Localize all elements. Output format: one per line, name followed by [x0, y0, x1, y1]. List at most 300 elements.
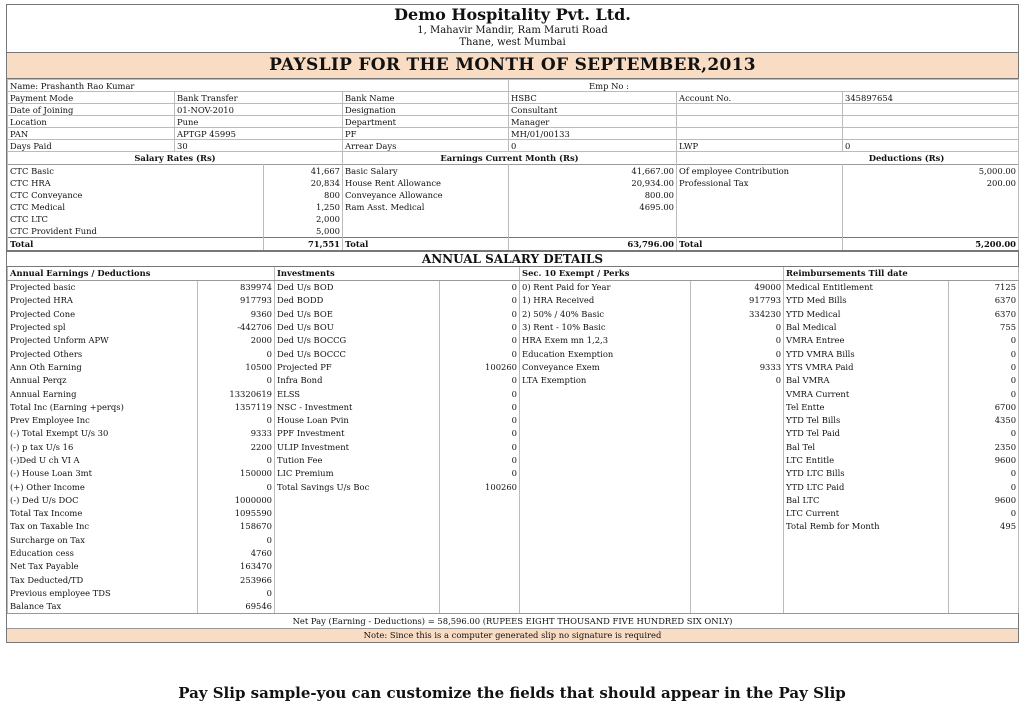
- salary-rows: [8, 165, 1019, 238]
- salary-label: Of employee Contribution: [677, 165, 843, 178]
- annual-rows: [8, 281, 1019, 614]
- annual-label: [784, 587, 949, 600]
- annual-value: 158670: [198, 520, 275, 533]
- employee-field-label: Account No.: [677, 92, 843, 104]
- employee-field-label: Date of Joining: [8, 104, 175, 116]
- salary-label: [677, 225, 843, 238]
- annual-value: [949, 560, 1019, 573]
- employee-field-value: APTGP 45995: [175, 128, 343, 140]
- salary-label: CTC Medical: [8, 201, 264, 213]
- annual-label: [784, 574, 949, 587]
- annual-row: [8, 308, 1019, 321]
- annual-label: Ded U/s BOU: [275, 321, 440, 334]
- annual-label: [520, 574, 691, 587]
- employee-details-table: [7, 79, 1019, 152]
- annual-value: 0: [440, 334, 520, 347]
- annual-label: 2) 50% / 40% Basic: [520, 308, 691, 321]
- employee-field-value: 01-NOV-2010: [175, 104, 343, 116]
- annual-row: [8, 347, 1019, 360]
- annual-value: 334230: [691, 308, 784, 321]
- annual-value: [949, 600, 1019, 613]
- employee-field-label: Days Paid: [8, 140, 175, 152]
- earnings-total-value: 63,796.00: [509, 238, 677, 251]
- annual-value: 0: [949, 374, 1019, 387]
- annual-label: [275, 560, 440, 573]
- annual-label: Education cess: [8, 547, 198, 560]
- annual-value: 0: [691, 334, 784, 347]
- annual-value: [440, 547, 520, 560]
- annual-value: [691, 507, 784, 520]
- salary-label: CTC HRA: [8, 177, 264, 189]
- annual-value: [691, 600, 784, 613]
- annual-value: [691, 414, 784, 427]
- annual-value: 7125: [949, 281, 1019, 295]
- annual-label: Projected spl: [8, 321, 198, 334]
- annual-label: Projected PF: [275, 361, 440, 374]
- annual-label: Prev Employee Inc: [8, 414, 198, 427]
- annual-value: [691, 560, 784, 573]
- annual-label: Total Remb for Month: [784, 520, 949, 533]
- annual-row: [8, 467, 1019, 480]
- salary-label: Ram Asst. Medical: [343, 201, 509, 213]
- annual-value: 69546: [198, 600, 275, 613]
- annual-row: [8, 361, 1019, 374]
- annual-value: 0: [440, 441, 520, 454]
- employee-field-label: LWP: [677, 140, 843, 152]
- annual-row: [8, 520, 1019, 533]
- employee-field-value: [843, 104, 1019, 116]
- annual-value: 9360: [198, 308, 275, 321]
- annual-row: [8, 414, 1019, 427]
- annual-label: [520, 414, 691, 427]
- reimbursements-header: Reimbursements Till date: [784, 267, 1019, 281]
- annual-value: [949, 547, 1019, 560]
- annual-label: Bal VMRA: [784, 374, 949, 387]
- annual-label: [784, 547, 949, 560]
- annual-row: [8, 507, 1019, 520]
- annual-value: 0: [198, 347, 275, 360]
- annual-earnings-header: Annual Earnings / Deductions: [8, 267, 275, 281]
- employee-field-label: PAN: [8, 128, 175, 140]
- annual-label: Projected Others: [8, 347, 198, 360]
- annual-value: 0: [949, 507, 1019, 520]
- company-name: Demo Hospitality Pvt. Ltd.: [394, 5, 631, 24]
- annual-label: Total Savings U/s Boc: [275, 480, 440, 493]
- computer-generated-note: Note: Since this is a computer generated slip no signature is required: [7, 628, 1018, 642]
- annual-label: Bal LTC: [784, 494, 949, 507]
- annual-label: Annual Perqz: [8, 374, 198, 387]
- annual-label: Ded U/s BOE: [275, 308, 440, 321]
- annual-value: 917793: [198, 294, 275, 307]
- annual-value: -442706: [198, 321, 275, 334]
- annual-label: YTD Tel Paid: [784, 427, 949, 440]
- deductions-total-value: 5,200.00: [843, 238, 1019, 251]
- annual-value: [440, 587, 520, 600]
- annual-row: [8, 560, 1019, 573]
- salary-rates-total-label: Total: [8, 238, 264, 251]
- salary-label: [343, 213, 509, 225]
- annual-value: [691, 427, 784, 440]
- annual-row: [8, 454, 1019, 467]
- annual-value: 0: [949, 427, 1019, 440]
- annual-value: [691, 547, 784, 560]
- annual-label: Annual Earning: [8, 387, 198, 400]
- annual-label: YTD Medical: [784, 308, 949, 321]
- salary-row: [8, 165, 1019, 178]
- annual-row: [8, 387, 1019, 400]
- annual-label: ELSS: [275, 387, 440, 400]
- annual-label: (-) Ded U/s DOC: [8, 494, 198, 507]
- employee-field-label: PF: [343, 128, 509, 140]
- employee-info-row: [8, 128, 1019, 140]
- salary-label: CTC Basic: [8, 165, 264, 178]
- salary-value: [843, 201, 1019, 213]
- annual-label: Bal Medical: [784, 321, 949, 334]
- salary-label: Basic Salary: [343, 165, 509, 178]
- employee-field-value: 0: [509, 140, 677, 152]
- annual-value: 0: [440, 374, 520, 387]
- annual-value: 2200: [198, 441, 275, 454]
- annual-label: Conveyance Exem: [520, 361, 691, 374]
- salary-value: 41,667.00: [509, 165, 677, 178]
- annual-label: Ded BODD: [275, 294, 440, 307]
- salary-summary-table: [7, 152, 1019, 251]
- annual-row: [8, 494, 1019, 507]
- annual-value: 0: [949, 361, 1019, 374]
- annual-value: [440, 574, 520, 587]
- employee-field-value: [843, 116, 1019, 128]
- employee-field-value: 345897654: [843, 92, 1019, 104]
- employee-info-rows: [8, 92, 1019, 152]
- annual-row: [8, 374, 1019, 387]
- annual-value: 9600: [949, 454, 1019, 467]
- annual-label: Total Inc (Earning +perqs): [8, 401, 198, 414]
- salary-label: [677, 189, 843, 201]
- employee-field-value: MH/01/00133: [509, 128, 677, 140]
- annual-label: [275, 547, 440, 560]
- annual-value: [691, 494, 784, 507]
- annual-value: 1095590: [198, 507, 275, 520]
- annual-value: [691, 387, 784, 400]
- salary-row: [8, 189, 1019, 201]
- annual-label: YTS VMRA Paid: [784, 361, 949, 374]
- annual-value: [440, 534, 520, 547]
- annual-row: [8, 401, 1019, 414]
- annual-label: [520, 507, 691, 520]
- annual-label: [275, 600, 440, 613]
- annual-value: 9333: [691, 361, 784, 374]
- annual-label: [784, 534, 949, 547]
- annual-label: Tution Fee: [275, 454, 440, 467]
- salary-value: 20,834: [264, 177, 343, 189]
- annual-value: 917793: [691, 294, 784, 307]
- salary-value: 20,934.00: [509, 177, 677, 189]
- annual-label: ULIP Investment: [275, 441, 440, 454]
- annual-label: Projected basic: [8, 281, 198, 295]
- salary-row: [8, 201, 1019, 213]
- annual-label: [520, 467, 691, 480]
- annual-value: 9333: [198, 427, 275, 440]
- annual-value: 0: [198, 374, 275, 387]
- annual-value: [691, 587, 784, 600]
- annual-row: [8, 441, 1019, 454]
- annual-value: 0: [440, 467, 520, 480]
- annual-row: [8, 480, 1019, 493]
- annual-value: 0: [949, 467, 1019, 480]
- annual-row: [8, 600, 1019, 613]
- annual-label: House Loan Pvin: [275, 414, 440, 427]
- annual-value: 4350: [949, 414, 1019, 427]
- employee-info-row: [8, 116, 1019, 128]
- annual-value: [691, 480, 784, 493]
- employee-field-label: [677, 128, 843, 140]
- annual-value: 0: [440, 281, 520, 295]
- annual-value: 0: [949, 480, 1019, 493]
- employee-field-value: Consultant: [509, 104, 677, 116]
- annual-value: 0: [440, 454, 520, 467]
- employee-field-value: Bank Transfer: [175, 92, 343, 104]
- annual-value: 0: [440, 321, 520, 334]
- employee-field-value: 30: [175, 140, 343, 152]
- annual-value: 150000: [198, 467, 275, 480]
- annual-value: 0: [691, 347, 784, 360]
- annual-label: YTD LTC Bills: [784, 467, 949, 480]
- employee-field-label: Bank Name: [343, 92, 509, 104]
- salary-value: [843, 225, 1019, 238]
- salary-label: [343, 225, 509, 238]
- annual-label: 1) HRA Received: [520, 294, 691, 307]
- annual-label: LTC Current: [784, 507, 949, 520]
- annual-label: Medical Entitlement: [784, 281, 949, 295]
- annual-value: [691, 467, 784, 480]
- annual-value: 6700: [949, 401, 1019, 414]
- annual-value: 0: [440, 414, 520, 427]
- annual-label: (-) Total Exempt U/s 30: [8, 427, 198, 440]
- annual-row: [8, 587, 1019, 600]
- employee-field-label: Location: [8, 116, 175, 128]
- employee-name-row: [8, 80, 1019, 92]
- annual-value: [691, 534, 784, 547]
- annual-label: Ded U/s BOCCC: [275, 347, 440, 360]
- annual-label: Net Tax Payable: [8, 560, 198, 573]
- annual-label: [275, 534, 440, 547]
- annual-value: 839974: [198, 281, 275, 295]
- salary-label: CTC Provident Fund: [8, 225, 264, 238]
- salary-value: [843, 189, 1019, 201]
- annual-value: 0: [691, 374, 784, 387]
- sample-caption: Pay Slip sample-you can customize the fields that should appear in the Pay Slip: [178, 684, 846, 702]
- annual-value: 49000: [691, 281, 784, 295]
- salary-label: [677, 201, 843, 213]
- annual-salary-title: ANNUAL SALARY DETAILS: [7, 251, 1018, 267]
- employee-name: Name: Prashanth Rao Kumar: [8, 80, 509, 92]
- salary-label: CTC Conveyance: [8, 189, 264, 201]
- annual-value: [440, 560, 520, 573]
- annual-row: [8, 334, 1019, 347]
- employee-field-label: Designation: [343, 104, 509, 116]
- employee-info-row: [8, 92, 1019, 104]
- annual-value: [440, 520, 520, 533]
- annual-row: [8, 427, 1019, 440]
- employee-field-label: Arrear Days: [343, 140, 509, 152]
- payslip-sheet: [6, 4, 1019, 643]
- annual-label: [520, 520, 691, 533]
- annual-row: [8, 574, 1019, 587]
- employee-info-row: [8, 140, 1019, 152]
- annual-label: Surcharge on Tax: [8, 534, 198, 547]
- annual-label: YTD LTC Paid: [784, 480, 949, 493]
- annual-label: [520, 441, 691, 454]
- annual-label: (-) p tax U/s 16: [8, 441, 198, 454]
- annual-label: Education Exemption: [520, 347, 691, 360]
- annual-label: [520, 401, 691, 414]
- salary-value: 5,000.00: [843, 165, 1019, 178]
- employee-field-value: Pune: [175, 116, 343, 128]
- annual-value: 0: [198, 480, 275, 493]
- annual-label: LTA Exemption: [520, 374, 691, 387]
- annual-value: [691, 454, 784, 467]
- annual-value: 13320619: [198, 387, 275, 400]
- deductions-total-label: Total: [677, 238, 843, 251]
- salary-label: Conveyance Allowance: [343, 189, 509, 201]
- annual-label: [520, 600, 691, 613]
- annual-row: [8, 547, 1019, 560]
- annual-label: [520, 560, 691, 573]
- annual-row: [8, 321, 1019, 334]
- annual-value: 0: [440, 347, 520, 360]
- company-header: [7, 5, 1018, 52]
- annual-label: (-) House Loan 3mt: [8, 467, 198, 480]
- annual-value: [440, 507, 520, 520]
- annual-label: Ded U/s BOD: [275, 281, 440, 295]
- annual-row: [8, 294, 1019, 307]
- company-address-line1: 1, Mahavir Mandir, Ram Maruti Road: [417, 25, 608, 36]
- annual-value: 6370: [949, 308, 1019, 321]
- annual-label: Tax on Taxable Inc: [8, 520, 198, 533]
- annual-value: 0: [440, 294, 520, 307]
- salary-value: [509, 213, 677, 225]
- annual-label: [784, 560, 949, 573]
- annual-value: 100260: [440, 361, 520, 374]
- annual-value: 1357119: [198, 401, 275, 414]
- salary-value: 200.00: [843, 177, 1019, 189]
- annual-label: (-)Ded U ch VI A: [8, 454, 198, 467]
- annual-label: Projected Cone: [8, 308, 198, 321]
- salary-row: [8, 177, 1019, 189]
- annual-label: [520, 534, 691, 547]
- salary-value: 2,000: [264, 213, 343, 225]
- annual-value: [691, 574, 784, 587]
- annual-value: 0: [440, 308, 520, 321]
- annual-salary-table: [7, 267, 1019, 613]
- annual-value: 0: [949, 334, 1019, 347]
- annual-label: YTD Tel Bills: [784, 414, 949, 427]
- annual-value: [949, 587, 1019, 600]
- annual-value: [691, 441, 784, 454]
- annual-value: 0: [949, 347, 1019, 360]
- annual-label: [275, 520, 440, 533]
- annual-value: 253966: [198, 574, 275, 587]
- annual-value: 755: [949, 321, 1019, 334]
- annual-label: [275, 574, 440, 587]
- salary-value: 800: [264, 189, 343, 201]
- employee-field-label: Payment Mode: [8, 92, 175, 104]
- annual-value: 2000: [198, 334, 275, 347]
- investments-header: Investments: [275, 267, 520, 281]
- annual-value: 0: [198, 414, 275, 427]
- salary-value: [843, 213, 1019, 225]
- annual-label: Bal Tel: [784, 441, 949, 454]
- annual-label: Tel Entte: [784, 401, 949, 414]
- annual-row: [8, 534, 1019, 547]
- salary-label: [677, 213, 843, 225]
- salary-label: CTC LTC: [8, 213, 264, 225]
- annual-value: 0: [691, 321, 784, 334]
- deductions-header: Deductions (Rs): [677, 152, 1019, 165]
- annual-value: [691, 401, 784, 414]
- annual-value: 4760: [198, 547, 275, 560]
- employee-field-label: Department: [343, 116, 509, 128]
- annual-label: LIC Premium: [275, 467, 440, 480]
- annual-value: 0: [949, 387, 1019, 400]
- payslip-title: PAYSLIP FOR THE MONTH OF SEPTEMBER,2013: [7, 52, 1018, 79]
- annual-label: 3) Rent - 10% Basic: [520, 321, 691, 334]
- annual-label: Total Tax Income: [8, 507, 198, 520]
- annual-value: [440, 494, 520, 507]
- annual-value: 0: [198, 587, 275, 600]
- employee-number: Emp No :: [509, 80, 1019, 92]
- annual-label: Projected HRA: [8, 294, 198, 307]
- salary-value: [509, 225, 677, 238]
- annual-value: 10500: [198, 361, 275, 374]
- annual-label: [520, 387, 691, 400]
- employee-field-value: 0: [843, 140, 1019, 152]
- annual-label: Projected Unform APW: [8, 334, 198, 347]
- annual-value: 163470: [198, 560, 275, 573]
- employee-field-value: [843, 128, 1019, 140]
- annual-label: HRA Exem mn 1,2,3: [520, 334, 691, 347]
- annual-label: [520, 587, 691, 600]
- annual-label: Infra Bond: [275, 374, 440, 387]
- annual-label: Ann Oth Earning: [8, 361, 198, 374]
- annual-label: [520, 454, 691, 467]
- employee-field-label: [677, 116, 843, 128]
- salary-value: 800.00: [509, 189, 677, 201]
- salary-label: Professional Tax: [677, 177, 843, 189]
- annual-label: [784, 600, 949, 613]
- net-pay-line: Net Pay (Earning - Deductions) = 58,596.00 (RUPEES EIGHT THOUSAND FIVE HUNDRED SIX ONLY): [7, 613, 1018, 628]
- annual-value: [949, 574, 1019, 587]
- annual-value: 495: [949, 520, 1019, 533]
- annual-label: [520, 494, 691, 507]
- annual-label: [275, 507, 440, 520]
- salary-value: 5,000: [264, 225, 343, 238]
- annual-label: [520, 480, 691, 493]
- annual-value: [949, 534, 1019, 547]
- annual-value: 0: [440, 401, 520, 414]
- annual-value: 1000000: [198, 494, 275, 507]
- annual-value: [440, 600, 520, 613]
- annual-value: 0: [198, 534, 275, 547]
- salary-value: 1,250: [264, 201, 343, 213]
- annual-row: [8, 281, 1019, 295]
- salary-row: [8, 213, 1019, 225]
- annual-label: LTC Entitle: [784, 454, 949, 467]
- annual-label: 0) Rent Paid for Year: [520, 281, 691, 295]
- salary-label: House Rent Allowance: [343, 177, 509, 189]
- sec10-header: Sec. 10 Exempt / Perks: [520, 267, 784, 281]
- employee-field-value: Manager: [509, 116, 677, 128]
